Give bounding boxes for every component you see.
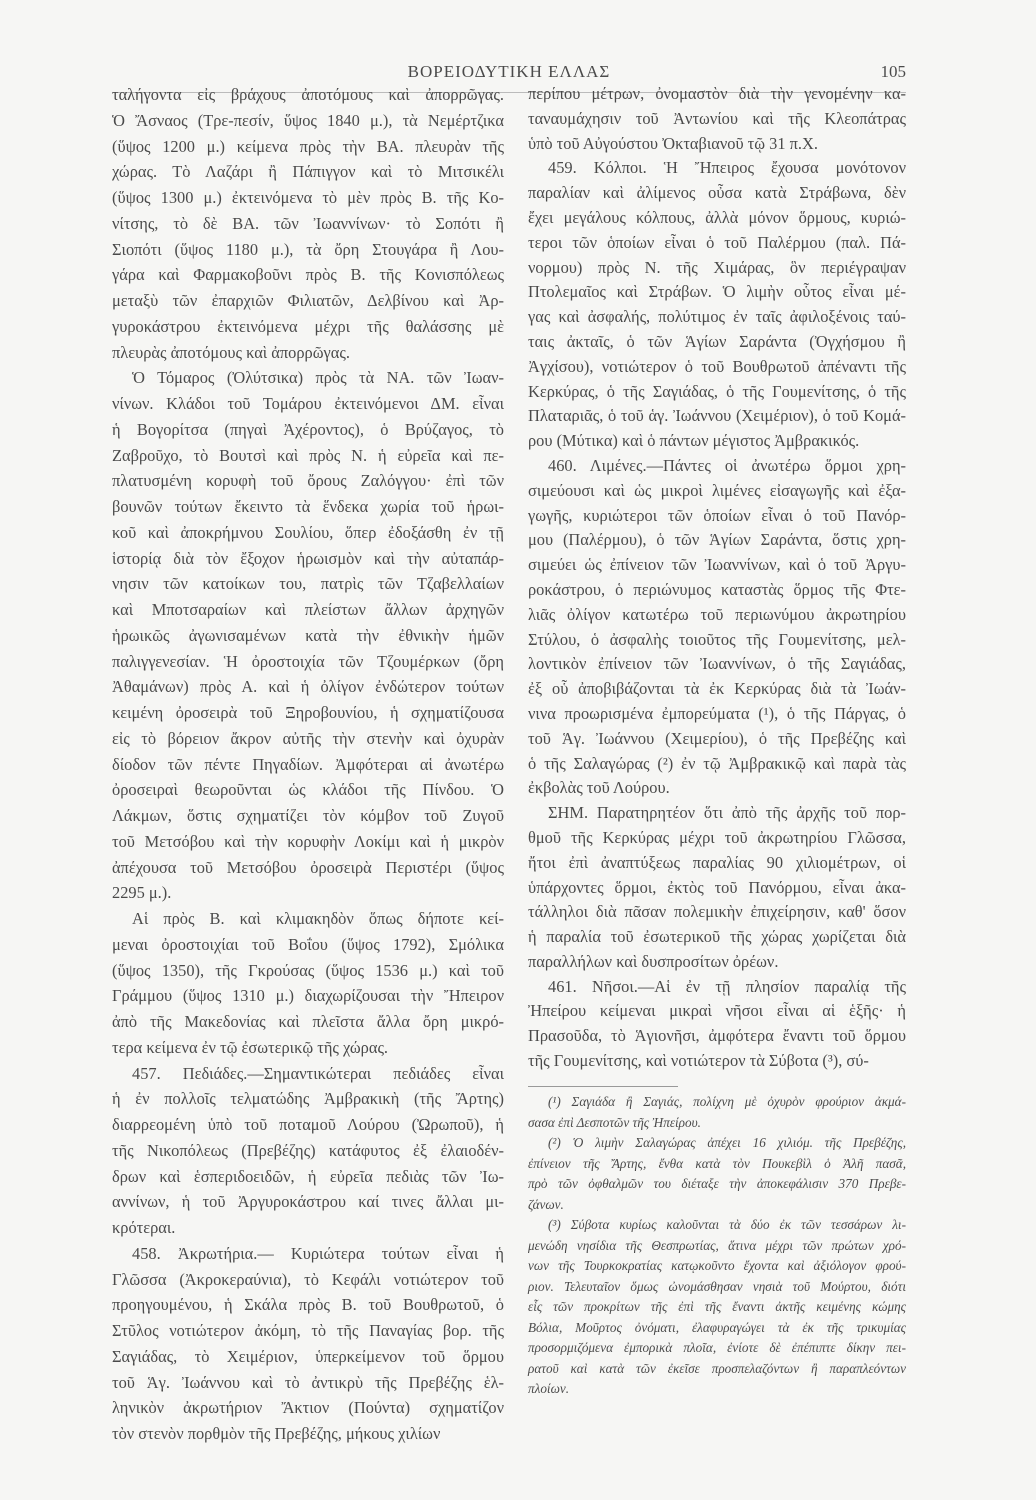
page-number: 105	[880, 62, 906, 81]
text-line: Σαγιάδας, τὸ Χειμέριον, ὑπερκείμενον τοῦ ὅρμου	[112, 1346, 504, 1366]
text-line: Βόλια, Μοῦρτος ὀνόματι, ἐλαφυραγώγει τὰ ἐκ τῆς τρικυμίας	[528, 1319, 906, 1335]
text-line: ριον. Τελευταῖον ὅμως ὠνομάσθησαν νησιὰ τοῦ Μούρτου, διότι	[528, 1278, 906, 1294]
text-line: ἡ Βογορίτσα (πηγαὶ Ἀχέροντος), ὁ Βρύζαγος, τὸ	[112, 419, 504, 439]
paragraph	[528, 801, 906, 975]
footnote	[528, 1215, 906, 1400]
text-line: νων τῆς Τουρκοκρατίας κατῳκοῦντο ἔχοντα καὶ ἀξιόλογον φρού-	[528, 1258, 906, 1273]
text-line: (ὕψος 1300 μ.) ἐκτεινόμενα τὸ μὲν πρὸς Β. τῆς Κο-	[112, 188, 504, 207]
text-line: γάρα καὶ Φαρμακοβοῦνι πρὸς Β. τῆς Κονισπόλεως	[112, 265, 504, 285]
paragraph	[112, 1241, 504, 1447]
text-line: μεναι ὀροστοιχίαι τοῦ Βοΐου (ὕψος 1792), Σμόλικα	[112, 934, 504, 954]
text-line: προηγουμένου, ἡ Σκάλα πρὸς Β. τοῦ Βουθρωτοῦ, ὁ	[112, 1295, 504, 1315]
paragraph	[528, 454, 906, 801]
text-line: Στῦλος νοτιώτερον ἀκόμη, τὸ τῆς Παναγίας βορ. τῆς	[112, 1321, 504, 1340]
text-line: τοῦ Μετσόβου καὶ τὴν κορυφὴν Λοκίμι καὶ ἡ μικρὸν	[112, 831, 504, 851]
text-line: ὑπάρχοντες ὅρμοι, ἐκτὸς τοῦ Πανόρμου, εἶναι ἀκα-	[528, 877, 906, 897]
text-line: ἡ ἐν πολλοῖς τελματώδης Ἀμβρακικὴ (τῆς Ἄρτης)	[112, 1089, 504, 1109]
text-line: παραλλήλων καὶ δυσπροσίτων ὀρέων.	[528, 951, 779, 971]
text-line: κειμένη ὀροσειρὰ τοῦ Ξηροβουνίου, ἡ σχηματίζουσα	[112, 703, 504, 722]
text-line: ἐκβολὰς τοῦ Λούρου.	[528, 778, 670, 798]
text-line: Γράμμου (ὕψος 1310 μ.) διαχωρίζουσαι τὴν Ἤπειρον	[112, 986, 504, 1006]
text-line: (ὕψος 1200 μ.) κείμενα πρὸς τὴν ΒΑ. πλευρὰν τῆς	[112, 136, 504, 156]
text-line: Ἀγχίσου), νοτιώτερον ὁ τοῦ Βουθρωτοῦ ἀπέναντι τῆς	[528, 356, 906, 376]
text-line: προσορμιζόμενα ἐμπορικὰ πλοῖα, ἐνίοτε δὲ ἐπέπιπτε δίκην πει-	[528, 1340, 906, 1355]
footnote-rule	[528, 1086, 678, 1087]
text-line: ὑπὸ τοῦ Αὐγούστου Ὀκταβιανοῦ τῷ 31 π.Χ.	[528, 133, 818, 153]
text-line: τὸν στενὸν πορθμὸν τῆς Πρεβέζης, μήκους χιλίων	[112, 1424, 441, 1443]
text-line: Ὁ Ἄσναος (Τρε-πεσίν, ὕψος 1840 μ.), τὰ Νεμέρτζικα	[112, 110, 504, 130]
text-line: νίτσης, τὸ δὲ ΒΑ. τῶν Ἰωαννίνων· τὸ Σοπότι ἢ	[112, 213, 504, 233]
text-line: νινα προωρισμένα ἐμπορεύματα (¹), ὁ τῆς Πάργας, ὁ	[528, 703, 906, 723]
text-line: ἡ παραλία τοῦ ἐσωτερικοῦ τῆς χώρας χωρίζεται διὰ	[528, 927, 906, 947]
text-line: 458. Ἀκρωτήρια.— Κυριώτερα τούτων εἶναι ἡ	[132, 1243, 504, 1263]
text-line: διαρρεομένη ὑπὸ τοῦ ποταμοῦ Λούρου (Ὠρωποῦ), ἡ	[112, 1115, 504, 1134]
text-line: μενώδη νησίδια τῆς Θεσπρωτίας, ἅτινα μέχρι τῶν πρώτων χρό-	[528, 1237, 906, 1253]
text-line: λοντικὸν ἐπίνειον τῶν Ἰωαννίνων, ὁ τῆς Σαγιάδας,	[528, 654, 906, 674]
text-line: θμοῦ τῆς Κερκύρας μέχρι τοῦ ἀκρωτηρίου Γλῶσσα,	[528, 827, 906, 847]
text-line: πρὸ τῶν ὀφθαλμῶν του διέταξε τὴν ἀποκεφάλισιν 370 Πρεβε-	[528, 1176, 906, 1191]
footnotes	[528, 1092, 906, 1400]
text-line: παλιγγενεσίαν. Ἡ ὀροστοιχία τῶν Τζουμέρκων (ὄρη	[112, 651, 504, 671]
running-title: ΒΟΡΕΙΟΔΥΤΙΚΗ ΕΛΛΑΣ	[407, 62, 611, 81]
text-line: τεροι τῶν ὁποίων εἶναι ὁ τοῦ Παλέρμου (παλ. Πά-	[528, 232, 906, 252]
paragraph	[112, 365, 504, 906]
paragraph	[528, 156, 906, 454]
text-line: πλευρὰς ἀποτόμους καὶ ἀπορρῶγας.	[112, 342, 350, 362]
text-line: ταλήγοντα εἰς βράχους ἀποτόμους καὶ ἀπορρῶγας.	[112, 85, 504, 104]
text-line: τῆς Νικοπόλεως (Πρεβέζης) κατάφυτος ἐξ ἐλαιοδέν-	[112, 1140, 504, 1160]
text-line: νορμου) πρὸς Ν. τῆς Χιμάρας, ὃν περιέγραψαν	[528, 257, 906, 277]
text-line: κρότεραι.	[112, 1218, 176, 1237]
text-line: πλοίων.	[528, 1381, 570, 1396]
text-line: ἐπίνειον τῆς Ἄρτης, ἔνθα κατὰ τὸν Πουκεβὶλ ὁ Ἀλῆ πασᾶ,	[528, 1155, 906, 1171]
text-line: τερα κείμενα ἐν τῷ ἐσωτερικῷ τῆς χώρας.	[112, 1037, 389, 1057]
text-line: τοῦ Ἁγ. Ἰωάννου (Χειμερίου), ὁ τῆς Πρεβέζης καὶ	[528, 728, 906, 748]
text-line: λιᾶς ὀλίγον κατωτέρω τοῦ περιωνύμου ἀκρωτηρίου	[528, 604, 906, 624]
left-column	[112, 82, 504, 1447]
text-line: βουνῶν τούτων ἔκειντο τὰ ἕνδεκα χωρία τοῦ ἡρωι-	[112, 497, 504, 516]
text-line: ἡρωικῶς ἀγωνισαμένων κατὰ τὴν ἐθνικὴν ἡμῶν	[112, 625, 504, 645]
text-line: ροκάστρου, ὁ περιώνυμος καταστὰς ὅρμος τῆς Φτε-	[528, 579, 906, 599]
text-line: περίπου μέτρων, ὀνομαστὸν διὰ τὴν γενομένην κα-	[528, 84, 906, 103]
text-line: χώρας. Τὸ Λαζάρι ἢ Πάπιγγον καὶ τὸ Μιτσικέλι	[112, 162, 504, 182]
text-line: Λάκμων, ὅστις σχηματίζει τὸν κόμβον τοῦ Ζυγοῦ	[112, 806, 504, 825]
text-line: ΣΗΜ. Παρατηρητέον ὅτι ἀπὸ τῆς ἀρχῆς τοῦ πορ-	[548, 803, 906, 823]
paragraph	[528, 82, 906, 156]
text-line: ἀπὸ τῆς Μακεδονίας καὶ πλεῖστα ἄλλα ὄρη μικρό-	[112, 1012, 504, 1031]
text-line: (²) Ὁ λιμὴν Σαλαγώρας ἀπέχει 16 χιλιόμ. τῆς Πρεβέζης,	[548, 1135, 906, 1150]
text-line: Πρασοῦδα, τὸ Ἁγιονῆσι, ἀμφότερα ἔναντι τοῦ ὅρμου	[528, 1026, 906, 1046]
text-line: (ὕψος 1350), τῆς Γκρούσας (ὕψος 1536 μ.) καὶ τοῦ	[112, 960, 504, 980]
text-line: Ὁ Τόμαρος (Ὀλύτσικα) πρὸς τὰ ΝΑ. τῶν Ἰωαν-	[132, 368, 504, 388]
text-line: μεταξὺ τῶν ἐπαρχιῶν Φιλιατῶν, Δελβίνου καὶ Ἀρ-	[112, 291, 504, 310]
text-line: ταις ἀκταῖς, ὁ τῶν Ἁγίων Σαράντα (Ὀγχήσμου ἢ	[528, 331, 906, 351]
text-line: Στύλου, ὁ ἀσφαλὴς τοιοῦτος τῆς Γουμενίτσης, μελ-	[528, 629, 906, 649]
text-line: εἰς τὸ βόρειον ἄκρον αὐτῆς τὴν στενὴν καὶ ὀχυρὰν	[112, 728, 504, 748]
footnote	[528, 1092, 906, 1133]
text-line: σασα ἐπὶ Δεσποτῶν τῆς Ἠπείρου.	[528, 1114, 701, 1130]
paragraph	[112, 1061, 504, 1241]
text-line: νίνων. Κλάδοι τοῦ Τομάρου ἐκτεινόμενοι ΔΜ. εἶναι	[112, 394, 504, 413]
text-line: αννίνων, ἡ τοῦ Ἀργυροκάστρου καί τινες ἄλλαι μι-	[112, 1192, 504, 1212]
text-line: ἀπέχουσα τοῦ Μετσόβου ὀροσειρὰ Περιστέρι (ὕψος	[112, 857, 504, 877]
text-line: τῆς Γουμενίτσης, καὶ νοτιώτερον τὰ Σύβοτα (³), σύ-	[528, 1051, 869, 1071]
text-line: Σιοπότι (ὕψος 1180 μ.), τὰ ὄρη Στουγάρα ἢ Λου-	[112, 239, 504, 259]
text-line: ρατοῦ καὶ κατὰ τῶν ἐκεῖσε προσπελαζόντων ἢ παραπλεόντων	[528, 1360, 906, 1376]
text-line: σιμεύουσι καὶ ὡς μικροὶ λιμένες εἰσαγωγῆς καὶ ἐξα-	[528, 480, 906, 500]
paragraph	[112, 906, 504, 1061]
text-line: σιμεύει ὡς ἐπίνειον τῶν Ἰωαννίνων, καὶ ὁ τοῦ Ἀργυ-	[528, 555, 906, 575]
text-line: ληνικὸν ἀκρωτήριον Ἄκτιον (Πούντα) σχηματίζον	[112, 1398, 504, 1418]
text-line: 460. Λιμένες.—Πάντες οἱ ἀνωτέρω ὅρμοι χρη-	[548, 455, 906, 475]
text-line: γωγῆς, κυριώτεροι τῶν ὁποίων εἶναι ὁ τοῦ Πανόρ-	[528, 505, 906, 525]
text-line: ἔχει μεγάλους κόλπους, ἀλλὰ μόνον ὅρμους, κυριώ-	[528, 207, 906, 227]
paragraph	[528, 975, 906, 1074]
text-line: Ἀθαμάνων) πρὸς Α. καὶ ἡ ὀλίγον ἐνδώτερον τούτων	[112, 677, 504, 697]
text-line: (³) Σύβοτα κυρίως καλοῦνται τὰ δύο ἐκ τῶν τεσσάρων λι-	[548, 1217, 906, 1232]
text-line: κοῦ καὶ ἀποκρήμνου Σουλίου, ὅπερ ἐδοξάσθη ἐν τῇ	[112, 522, 504, 542]
text-line: Ἠπείρου κείμεναι μικραὶ νῆσοι εἶναι αἱ ἑξῆς· ἡ	[528, 1001, 906, 1021]
text-line: εἷς τῶν προκρίτων τῆς ἐπὶ τῆς ἔναντι ἀκτῆς κειμένης κώμης	[528, 1299, 906, 1314]
text-line: γας καὶ ἀσφαλής, πολύτιμος ἐν ταῖς ἀφιλοξένοις ταύ-	[528, 307, 906, 327]
text-line: Πτολεμαῖος καὶ Στράβων. Ὁ λιμὴν οὗτος εἶναι μέ-	[528, 282, 906, 302]
text-line: ζάνων.	[528, 1196, 564, 1212]
right-column	[528, 82, 906, 1074]
text-line: μου (Παλέρμου), ὁ τῶν Ἁγίων Σαράντα, ὅστις χρη-	[528, 530, 906, 550]
text-line: 461. Νῆσοι.—Αἱ ἐν τῇ πλησίον παραλίᾳ τῆς	[548, 976, 906, 996]
text-line: 2295 μ.).	[112, 883, 172, 903]
text-line: πλατυσμένη κορυφὴ τοῦ ὄρους Ζαλόγγου· ἐπὶ τῶν	[112, 471, 504, 491]
paragraph	[112, 82, 504, 365]
text-line: δρων καὶ ἑσπεριδοειδῶν, ἡ εὐρεῖα πεδιὰς τῶν Ἰω-	[112, 1166, 504, 1186]
text-line: Ζαβροῦχο, τὸ Βουτσὶ καὶ πρὸς Ν. ἡ εὐρεῖα καὶ πε-	[112, 445, 504, 465]
footnote	[528, 1133, 906, 1215]
text-line: καὶ Μποτσαραίων καὶ πλείστων ἄλλων ἀρχηγῶν	[112, 600, 504, 619]
text-line: ἐξ οὗ ἀποβιβάζονται τὰ ἐκ Κερκύρας διὰ τὰ Ἰωάν-	[528, 679, 906, 699]
text-line: 457. Πεδιάδες.—Σημαντικώτεραι πεδιάδες εἶναι	[132, 1063, 504, 1083]
text-line: τάλληλοι διὰ πᾶσαν πολεμικὴν ἐπιχείρησιν, καθ' ὅσον	[528, 902, 906, 922]
text-line: γυροκάστρου ἐκτεινόμενα μέχρι τῆς θαλάσσης μὲ	[112, 316, 504, 336]
text-line: Αἱ πρὸς Β. καὶ κλιμακηδὸν ὅπως δήποτε κεί-	[132, 909, 504, 928]
text-line: ἱστορίᾳ διὰ τὸν ἔξοχον ἡρωισμὸν καὶ τὴν αὐταπάρ-	[112, 548, 504, 568]
text-line: νησιν τῶν κατοίκων του, πατρὶς τῶν Τζαβελλαίων	[112, 574, 504, 594]
text-line: Κερκύρας, ὁ τῆς Σαγιάδας, ὁ τῆς Γουμενίτσης, ὁ τῆς	[528, 381, 906, 401]
text-line: δίοδον τῶν πέντε Πηγαδίων. Ἀμφότεραι αἱ ἀνωτέρω	[112, 754, 504, 774]
text-line: Πλαταριᾶς, ὁ τοῦ ἁγ. Ἰωάννου (Χειμέριον), ὁ τοῦ Κομά-	[528, 406, 906, 426]
text-line: ὁ τῆς Σαλαγώρας (²) ἐν τῷ Ἀμβρακικῷ καὶ παρὰ τὰς	[528, 753, 906, 773]
text-line: τοῦ Ἁγ. Ἰωάννου καὶ τὸ ἀντικρὺ τῆς Πρεβέζης ἑλ-	[112, 1372, 504, 1392]
text-line: παραλίαν καὶ ἀλίμενος οὖσα κατὰ Στράβωνα, δὲν	[528, 183, 906, 203]
text-line: Γλῶσσα (Ἀκροκεραύνια), τὸ Κεφάλι νοτιώτερον τοῦ	[112, 1269, 504, 1289]
text-line: 459. Κόλποι. Ἡ Ἤπειρος ἔχουσα μονότονον	[548, 158, 906, 178]
text-line: ρου (Μύτικα) καὶ ὁ πάντων μέγιστος Ἀμβρακικός.	[528, 431, 860, 451]
text-line: ὀροσειραὶ θεωροῦνται ὡς κλάδοι τῆς Πίνδου. Ὁ	[112, 780, 504, 800]
text-line: ἤτοι ἐπὶ ἀναπτύξεως παραλίας 90 χιλιομέτρων, οἱ	[528, 852, 906, 872]
text-line: (¹) Σαγιάδα ἢ Σαγιάς, πολίχνη μὲ ὀχυρὸν φρούριον ἀκμά-	[548, 1094, 906, 1109]
text-line: ταναυμάχησιν τοῦ Ἀντωνίου καὶ τῆς Κλεοπάτρας	[528, 108, 906, 128]
